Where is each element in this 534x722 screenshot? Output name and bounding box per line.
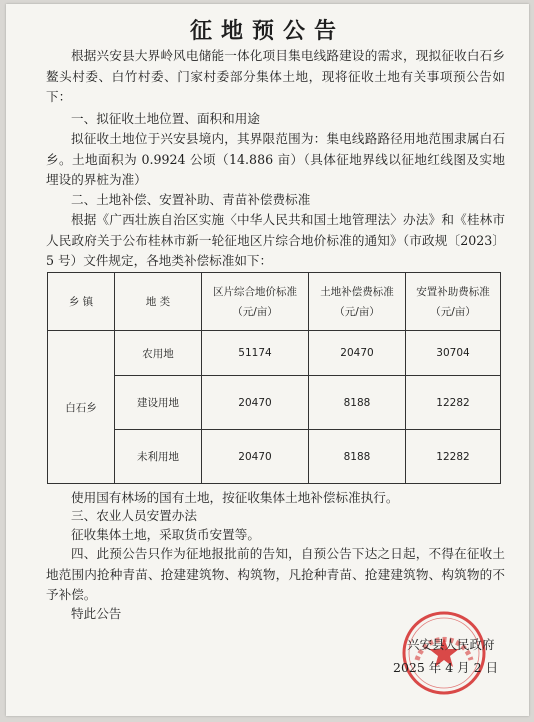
- state-forest-note: 使用国有林场的国有土地，按征收集体土地补偿标准执行。: [71, 490, 399, 505]
- section3-heading: 三、农业人员安置办法: [71, 508, 197, 523]
- cell-zone-price: 51174: [202, 331, 309, 376]
- issue-date: 2025 年 4 月 2 日: [393, 660, 499, 675]
- cell-resettle: 30704: [406, 331, 501, 376]
- closing-text: 特此公告: [71, 606, 122, 621]
- cell-zone-price: 20470: [202, 430, 309, 484]
- section3-body: 征收集体土地，采取货币安置等。: [71, 527, 260, 542]
- header-resettle-unit: （元/亩）: [430, 305, 476, 318]
- table-row: [48, 376, 501, 430]
- section4-paragraph: 四、此预公告只作为征地报批前的告知，自预公告下达之日起，不得在征收土地范围内抢种青苗、抢建建筑物、构筑物，凡抢种青苗、抢建建筑物、构筑物的不予补偿。: [46, 546, 505, 602]
- table-header-row: [48, 273, 501, 331]
- header-land-comp-label: 土地补偿费标准: [320, 285, 394, 298]
- cell-land-comp: 8188: [309, 430, 406, 484]
- section1-heading: 一、拟征收土地位置、面积和用途: [71, 111, 260, 126]
- cell-land-comp: 20470: [309, 331, 406, 376]
- header-resettle-label: 安置补助费标准: [416, 285, 490, 298]
- header-land-comp: [309, 273, 406, 331]
- compensation-table: [47, 272, 501, 484]
- cell-land-type: 建设用地: [115, 376, 202, 430]
- cell-zone-price: 20470: [202, 376, 309, 430]
- notice-title: 征地预公告: [189, 19, 345, 44]
- official-seal: [399, 608, 489, 698]
- cell-land-type: 农用地: [115, 331, 202, 376]
- cell-land-comp: 8188: [309, 376, 406, 430]
- header-township: 乡 镇: [48, 273, 115, 331]
- header-zone-price-unit: （元/亩）: [232, 305, 278, 318]
- table-row: [48, 430, 501, 484]
- section1-body: 拟征收土地位于兴安县境内，其界限范围为：集电线路路径用地范围隶属白石乡。土地面积为 0.9924 公顷（14.886 亩）（具体征地界线以征地红线图及实地埋设的界桩为准）: [46, 131, 505, 187]
- header-zone-price: [202, 273, 309, 331]
- section2-body: 根据《广西壮族自治区实施〈中华人民共和国土地管理法〉办法》和《桂林市人民政府关于公布桂林市新一轮征地区片综合地价标准的通知》（市政规〔2023〕5 号）文件规定，各地类补偿标准如下：: [46, 212, 505, 268]
- header-land-type: 地 类: [115, 273, 202, 331]
- table-row: [48, 331, 501, 376]
- header-land-comp-unit: （元/亩）: [334, 305, 380, 318]
- header-resettle: [406, 273, 501, 331]
- cell-township: 白石乡: [48, 331, 115, 484]
- issuer-name: 兴安县人民政府: [407, 637, 495, 652]
- cell-land-type: 未利用地: [115, 430, 202, 484]
- intro-paragraph: 根据兴安县大界岭风电储能一体化项目集电线路建设的需求，现拟征收白石乡鳌头村委、白竹村委、门家村委部分集体土地，现将征收土地有关事项预公告如下：: [46, 48, 505, 104]
- notice-document: [6, 4, 529, 716]
- section2-heading: 二、土地补偿、安置补助、青苗补偿费标准: [71, 192, 311, 207]
- cell-resettle: 12282: [406, 376, 501, 430]
- cell-resettle: 12282: [406, 430, 501, 484]
- header-zone-price-label: 区片综合地价标准: [213, 285, 297, 298]
